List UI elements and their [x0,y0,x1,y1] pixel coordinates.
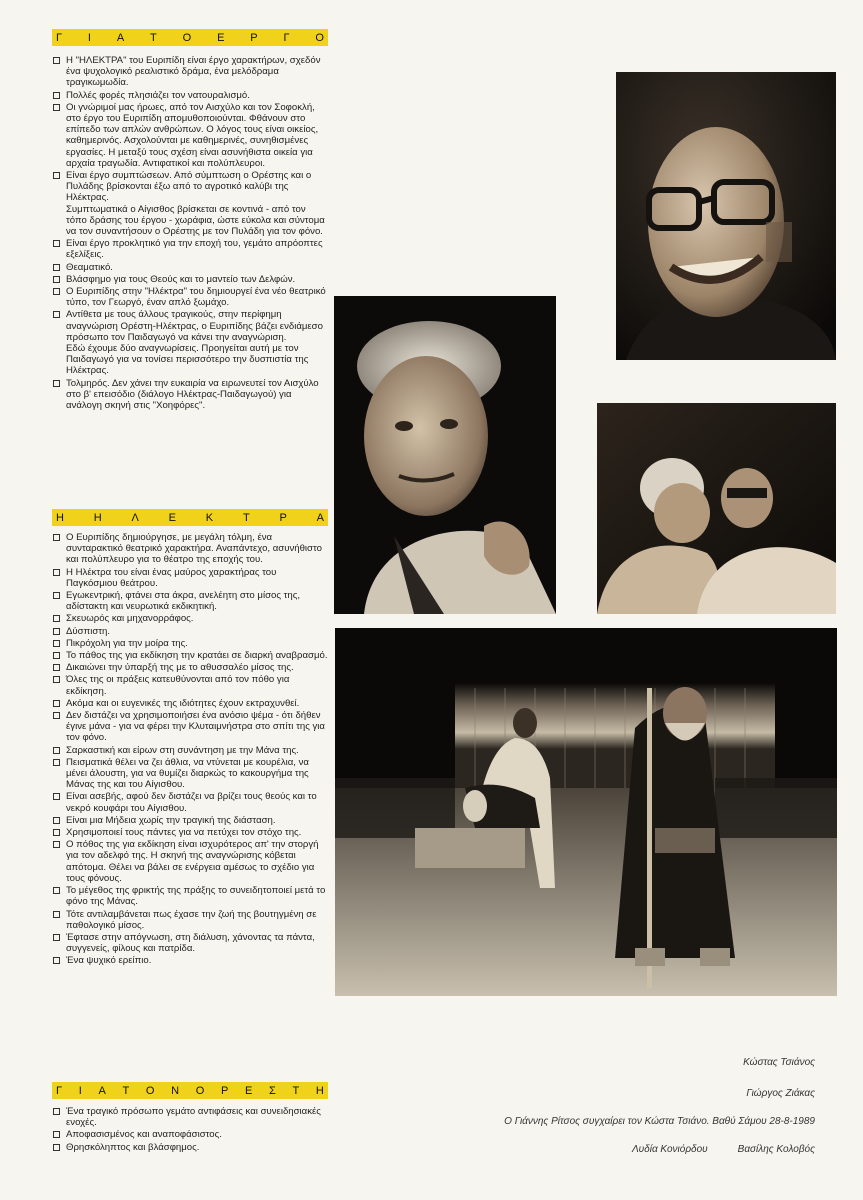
list-item-text: Θρησκόληπτος και βλάσφημος. [66,1141,200,1153]
list-item-text: Βλάσφημο για τους Θεούς και το μαντείο των Δελφών. [66,273,296,285]
checkbox-icon [53,264,60,271]
list-item-text: Ο Ευριπίδης στην "Ηλέκτρα" του δημιουργεί ένα νέο θεατρικό τύπο, τον Γεωργό, έναν απλό ξωμάχο. [66,286,326,309]
photo-embrace [597,403,836,614]
list-item-text: Όλες της οι πράξεις κατευθύνονται από τον πόθο για εκδίκηση. [66,674,290,697]
photo-man-gesturing-image [334,296,556,614]
checkbox-icon [53,829,60,836]
heading-letter: Ρ [250,31,258,44]
list-item [52,662,328,673]
photo-stage-scene [335,628,837,996]
heading-letter: Γ [283,31,290,44]
list-item-text: Χρησιμοποιεί τους πάντες για να πετύχει τον στόχο της. [66,827,302,839]
heading-letter: Ε [245,1084,253,1097]
heading-letter: Α [98,1084,106,1097]
heading-letter: Ο [315,31,324,44]
list-item-text-continued: Συμπτωματικά ο Αίγισθος βρίσκεται σε κοντινά - από τον τόπο δράσης του έργου - χωράφια, ώστε εύκολα και σύντομα να τον συναντήσουν ο Ορέστης με τον Πυλάδη για τον φόνο. [66,203,325,238]
heading-letter: Ο [182,31,192,44]
list-item-text: Ένα ψυχικό ερείπιο. [66,955,152,967]
list-item [52,909,328,931]
photo-portrait-glasses-image [616,72,836,360]
list-item [52,55,328,89]
list-item-text: Έφτασε στην απόγνωση, στη διάλυση, χάνοντας τα πάντα, συγγενείς, φίλους και πατρίδα. [66,931,315,955]
checkbox-icon [53,569,60,576]
photo-portrait-glasses [616,72,836,360]
list-item [52,613,328,624]
heading-letter: Ι [78,1084,82,1097]
checkbox-icon [53,911,60,918]
list-item [52,839,328,884]
list-item-text: Πεισματικά θέλει να ζει άθλια, να ντύνεται με κουρέλια, να μένει άλουστη, για να θυμίζει διαρκώς το κακουργήμα της Μάνας της και του Αίγισθου. [66,756,309,791]
list-i-ilektra [52,532,328,968]
list-item-text: Πικρόχολη για την μοίρα της. [66,637,188,649]
list-item [52,1142,328,1153]
list-item-text: Αντίθετα με τους άλλους τραγικούς, στην περίφημη αναγνώριση Ορέστη-Ηλέκτρας, ο Ευριπίδης βάζει ενδιάμεσο πρόσωπο τον Παιδαγωγό να κάνει την αναγνώριση. [66,309,323,343]
heading-letter: Τ [242,511,250,524]
list-item [52,791,328,813]
checkbox-icon [53,592,60,599]
heading-letter: Σ [269,1084,276,1097]
checkbox-icon [53,288,60,295]
checkbox-icon [53,1131,60,1138]
heading-letter: Γ [56,31,63,44]
list-item [52,885,328,907]
list-item-text: Δικαιώνει την ύπαρξή της με το αθυσσαλέο μίσος της. [66,662,294,674]
list-item-text: Η "ΗΛΕΚΤΡΑ" του Ευριπίδη είναι έργο χαρακτήρων, σχεδόν ένα ψυχολογικό ρεαλιστικό δράμα, ένα μελόδραμα τραγικωμωδία. [66,55,321,89]
list-item [52,378,328,412]
heading-letter: Η [93,511,102,524]
list-item-text: Οι γνώριμοί μας ήρωες, από τον Αισχύλο και τον Σοφοκλή, στο έργο του Ευριπίδη απομυθοποιούνται. Φθάνουν στο επίπεδο των απλών ανθρώπων. Ο λόγος τους είναι οικείος, καθημερινός. Ασχολούνται με καθημερινές, συνηθισμένες εργασίες. Η μεταξύ τους σχέση είναι ασυνήθιστα οικεία για αρχαία τραγωδία. Αντιφατικοί και πολύπλευροι. [66,101,319,169]
list-item [52,815,328,826]
photo-man-gesturing [334,296,556,614]
list-item-text-continued: Εδώ έχουμε δύο αναγνωρίσεις. Προηγείται αυτή με τον Παιδαγωγό για να τονίσει περισσότερο την δυσπιστία της Ηλέκτρας. [66,343,309,377]
list-item [52,262,328,273]
heading-letter: Ν [171,1084,180,1097]
list-item-text: Ο πόθος της για εκδίκηση είναι ισχυρότερος απ' την στοργή για τον αδελφό της. Η σκηνή της αναγνώρισης κόβεται απότομα. Θέλει να βάλει σε ενέργεια αμέσως το σχέδιο για τους φόνους. [66,839,319,884]
checkbox-icon [53,615,60,622]
caption-photo-1: Κώστας Τσιάνος [743,1057,815,1068]
checkbox-icon [53,712,60,719]
list-item [52,827,328,838]
list-item-text: Είναι μια Μήδεια χωρίς την τραγική της διάσταση. [66,814,276,826]
checkbox-icon [53,934,60,941]
list-item [52,286,328,308]
list-item [52,309,328,376]
list-item-text: Θεαματικό. [66,261,113,273]
checkbox-icon [53,652,60,659]
caption-photo-4-right: Βασίλης Κολοβός [737,1144,815,1155]
heading-letter: Ο [195,1084,205,1097]
checkbox-icon [53,311,60,318]
heading-letter: Α [116,31,125,44]
list-item-text: Είναι ασεβής, αφού δεν διστάζει να βρίζει τους θεούς και το νεκρό κουφάρι του Αίγισθου. [66,791,317,814]
list-item-text: Ο Ευριπίδης δημιούργησε, με μεγάλη τόλμη, ένα συνταρακτικό θεατρικό χαρακτήρα. Αναπάντεχο, ασυνήθιστο και πολύπλευρο για το θέατρο της εποχής του. [66,532,322,566]
list-item-text: Τότε αντιλαμβάνεται πως έχασε την ζωή της βουτηγμένη σε παθολογικό μίσος. [66,908,317,931]
checkbox-icon [53,276,60,283]
list-item [52,955,328,966]
heading-letter: Ο [145,1084,155,1097]
heading-letter: Ε [168,511,176,524]
list-item [52,532,328,566]
checkbox-icon [53,380,60,387]
list-item [52,590,328,612]
heading-letter: Ρ [220,1084,229,1097]
list-item [52,710,328,744]
caption-photo-4-left: Λυδία Κονιόρδου [632,1144,708,1155]
heading-letter: Ι [87,31,91,44]
list-item-text: Δεν διστάζει να χρησιμοποιήσει ένα ανόσιο ψέμα - ότι δήθεν έγινε μάνα - για να φέρει την Κλυταιμνήστρα στο σπίτι της για τον φόνο. [66,710,325,744]
list-item-text: Αποφασισμένος και αναποφάσιστος. [66,1129,222,1141]
list-item [52,274,328,285]
checkbox-icon [53,817,60,824]
section-heading-gia-ton-oresti [52,1082,328,1099]
checkbox-icon [53,747,60,754]
list-item-text: Το μέγεθος της φρικτής της πράξης το συνειδητοποιεί μετά το φόνο της Μάνας. [66,885,326,908]
photo-stage-scene-image [335,628,837,996]
list-item-text: Ακόμα και οι ευγενικές της ιδιότητες έχουν εκτραχυνθεί. [66,697,300,709]
heading-letter: Η [315,1084,324,1097]
heading-letter: Τ [122,1084,130,1097]
section-heading-i-ilektra [52,509,328,526]
list-item [52,757,328,791]
checkbox-icon [53,759,60,766]
heading-letter: Τ [292,1084,300,1097]
heading-letter: Ρ [279,511,287,524]
list-item [52,102,328,169]
heading-letter: Τ [150,31,157,44]
list-item [52,745,328,756]
checkbox-icon [53,664,60,671]
list-item [52,1129,328,1140]
list-item-text: Η Ηλέκτρα του είναι ένας μαύρος χαρακτήρας του Παγκόσμιου θεάτρου. [66,566,277,589]
checkbox-icon [53,841,60,848]
list-item-text: Σαρκαστική και είρων στη συνάντηση με την Μάνα της. [66,744,299,756]
list-gia-to-ergo [52,55,328,412]
heading-letter: Η [56,511,64,524]
list-gia-ton-oresti [52,1106,328,1154]
heading-letter: Ε [217,31,225,44]
list-item [52,626,328,637]
checkbox-icon [53,628,60,635]
heading-letter: Κ [205,511,214,524]
checkbox-icon [53,104,60,111]
heading-letter: Λ [131,511,139,524]
checkbox-icon [53,57,60,64]
list-item [52,90,328,101]
checkbox-icon [53,640,60,647]
list-item [52,698,328,709]
list-item-text: Δύσπιστη. [66,625,111,637]
checkbox-icon [53,676,60,683]
checkbox-icon [53,957,60,964]
list-item-text: Πολλές φορές πλησιάζει τον νατουραλισμό. [66,89,250,101]
list-item [52,932,328,954]
list-item [52,567,328,589]
list-item-text: Εγωκεντρική, φτάνει στα άκρα, ανελέητη στο μίσος της, αδίστακτη και νευρωτικά εκδικητική. [66,590,301,613]
list-item [52,674,328,696]
heading-letter: Γ [56,1084,63,1097]
checkbox-icon [53,793,60,800]
checkbox-icon [53,240,60,247]
caption-photo-2: Γιώργος Ζιάκας [746,1088,815,1099]
list-item [52,650,328,661]
list-item [52,238,328,260]
list-item [52,170,328,237]
checkbox-icon [53,700,60,707]
checkbox-icon [53,172,60,179]
checkbox-icon [53,1144,60,1151]
heading-letter: Α [316,511,324,524]
list-item-text: Είναι έργο συμπτώσεων. Από σύμπτωση ο Ορέστης και ο Πυλάδης βρίσκονται έξω από το αγροτικό καλύβι της Ηλέκτρας. [66,170,312,204]
caption-photo-3: Ο Γιάννης Ρίτσος συγχαίρει τον Κώστα Τσιάνο. Βαθύ Σάμου 28-8-1989 [504,1116,815,1127]
list-item-text: Τολμηρός. Δεν χάνει την ευκαιρία να ειρωνευτεί τον Αισχύλο στο β' επεισόδιο (διάλογο Ηλέκτρας-Παιδαγωγού) για ανάλογη σκηνή στις "Χοηφόρες". [66,377,319,412]
checkbox-icon [53,92,60,99]
checkbox-icon [53,534,60,541]
list-item-text: Το πάθος της για εκδίκηση την κρατάει σε διαρκή αναβρασμό. [66,650,328,662]
list-item [52,1106,328,1128]
list-item-text: Σκευωρός και μηχανορράφος. [66,613,194,625]
checkbox-icon [53,1108,60,1115]
section-heading-gia-to-ergo [52,29,328,46]
photo-embrace-image [597,403,836,614]
list-item-text: Είναι έργο προκλητικό για την εποχή του, γεμάτο απρόοπτες εξελίξεις. [66,238,323,261]
list-item-text: Ένα τραγικό πρόσωπο γεμάτο αντιφάσεις και συνειδησιακές ενοχές. [66,1106,321,1129]
list-item [52,638,328,649]
checkbox-icon [53,887,60,894]
